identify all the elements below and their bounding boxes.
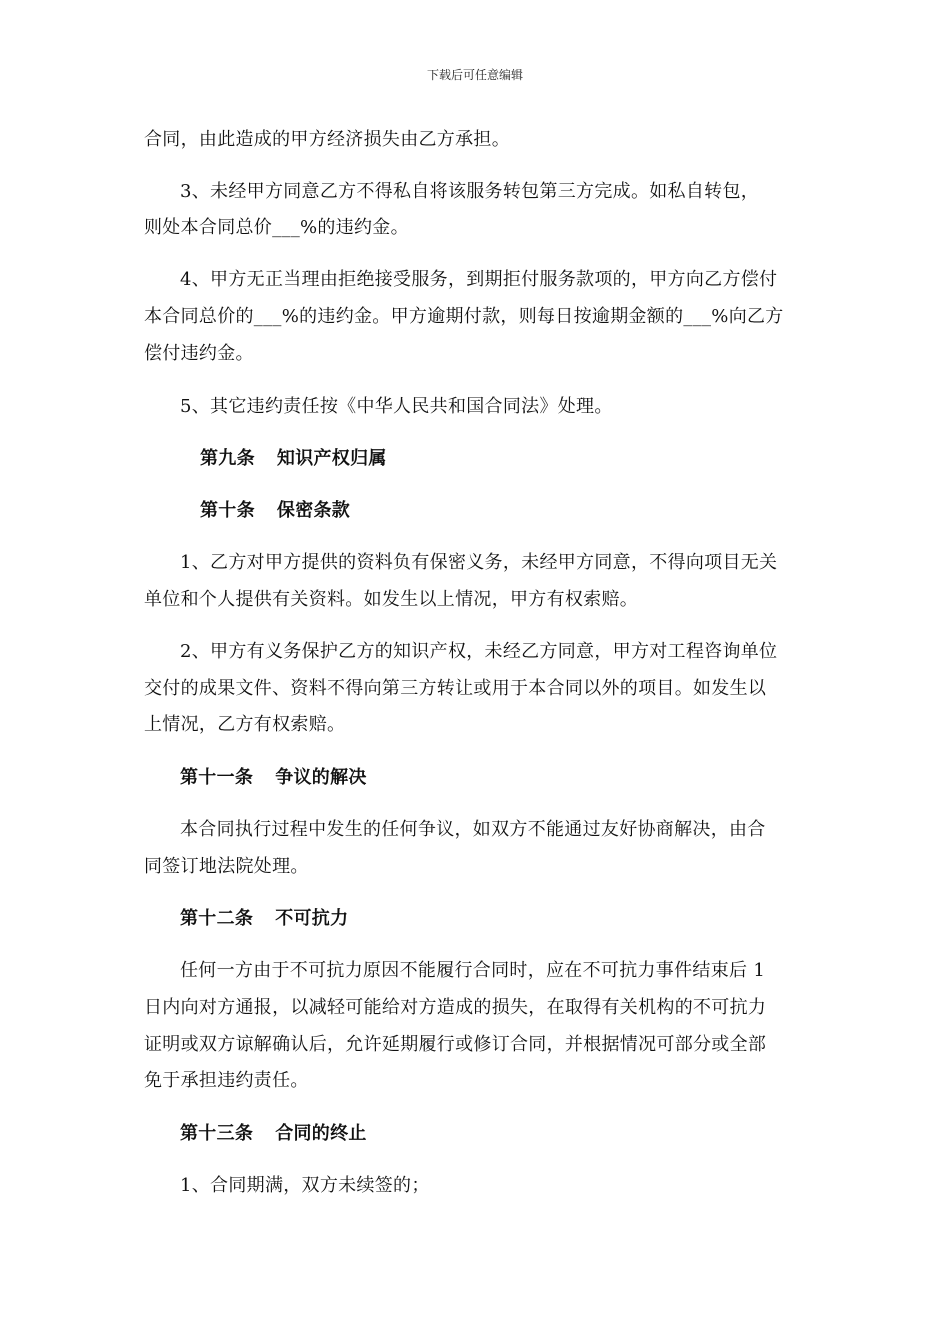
paragraph-line: 5、其它违约责任按《中华人民共和国合同法》处理。 xyxy=(180,396,613,417)
paragraph-line: 2、甲方有义务保护乙方的知识产权，未经乙方同意，甲方对工程咨询单位 xyxy=(180,641,778,662)
paragraph-line: 证明或双方谅解确认后，允许延期履行或修订合同，并根据情况可部分或全部 xyxy=(144,1034,767,1055)
section-heading-12 xyxy=(180,907,348,931)
section-number: 第十三条 xyxy=(180,1123,254,1144)
paragraph-line: 3、未经甲方同意乙方不得私自将该服务转包第三方完成。如私自转包， xyxy=(180,181,760,202)
section-number: 第十一条 xyxy=(180,767,254,788)
paragraph-line: 合同，由此造成的甲方经济损失由乙方承担。 xyxy=(144,129,510,150)
paragraph-line: 单位和个人提供有关资料。如发生以上情况，甲方有权索赔。 xyxy=(144,589,639,610)
section-heading-13 xyxy=(180,1122,367,1146)
section-title: 不可抗力 xyxy=(275,908,349,929)
paragraph-line: 本合同执行过程中发生的任何争议，如双方不能通过友好协商解决，由合 xyxy=(180,819,766,840)
paragraph-line: 1、乙方对甲方提供的资料负有保密义务，未经甲方同意，不得向项目无关 xyxy=(180,552,778,573)
paragraph-line: 本合同总价的___%的违约金。甲方逾期付款，则每日按逾期金额的___%向乙方 xyxy=(144,306,784,327)
section-heading-9 xyxy=(200,447,387,471)
section-title: 保密条款 xyxy=(276,500,351,521)
section-heading-11 xyxy=(180,766,367,790)
paragraph-line: 免于承担违约责任。 xyxy=(144,1070,309,1091)
paragraph-line: 日内向对方通报，以减轻可能给对方造成的损失，在取得有关机构的不可抗力 xyxy=(144,997,767,1018)
section-title: 知识产权归属 xyxy=(276,448,387,469)
paragraph-line: 任何一方由于不可抗力原因不能履行合同时，应在不可抗力事件结束后 1 xyxy=(180,960,766,981)
page-header-note: 下载后可任意编辑 xyxy=(426,68,523,82)
section-title: 合同的终止 xyxy=(275,1123,367,1144)
paragraph-line: 1、合同期满，双方未续签的； xyxy=(180,1175,430,1196)
paragraph-line: 则处本合同总价___%的违约金。 xyxy=(144,217,409,238)
section-heading-10 xyxy=(200,499,350,523)
paragraph-line: 交付的成果文件、资料不得向第三方转让或用于本合同以外的项目。如发生以 xyxy=(144,678,767,699)
section-number: 第十条 xyxy=(200,500,255,521)
section-number: 第十二条 xyxy=(180,908,254,929)
paragraph-line: 上情况，乙方有权索赔。 xyxy=(144,714,346,735)
paragraph-line: 4、甲方无正当理由拒绝接受服务，到期拒付服务款项的，甲方向乙方偿付 xyxy=(180,269,778,290)
paragraph-line: 同签订地法院处理。 xyxy=(144,856,309,877)
paragraph-line: 偿付违约金。 xyxy=(144,343,254,364)
section-number: 第九条 xyxy=(200,448,255,469)
section-title: 争议的解决 xyxy=(275,767,367,788)
